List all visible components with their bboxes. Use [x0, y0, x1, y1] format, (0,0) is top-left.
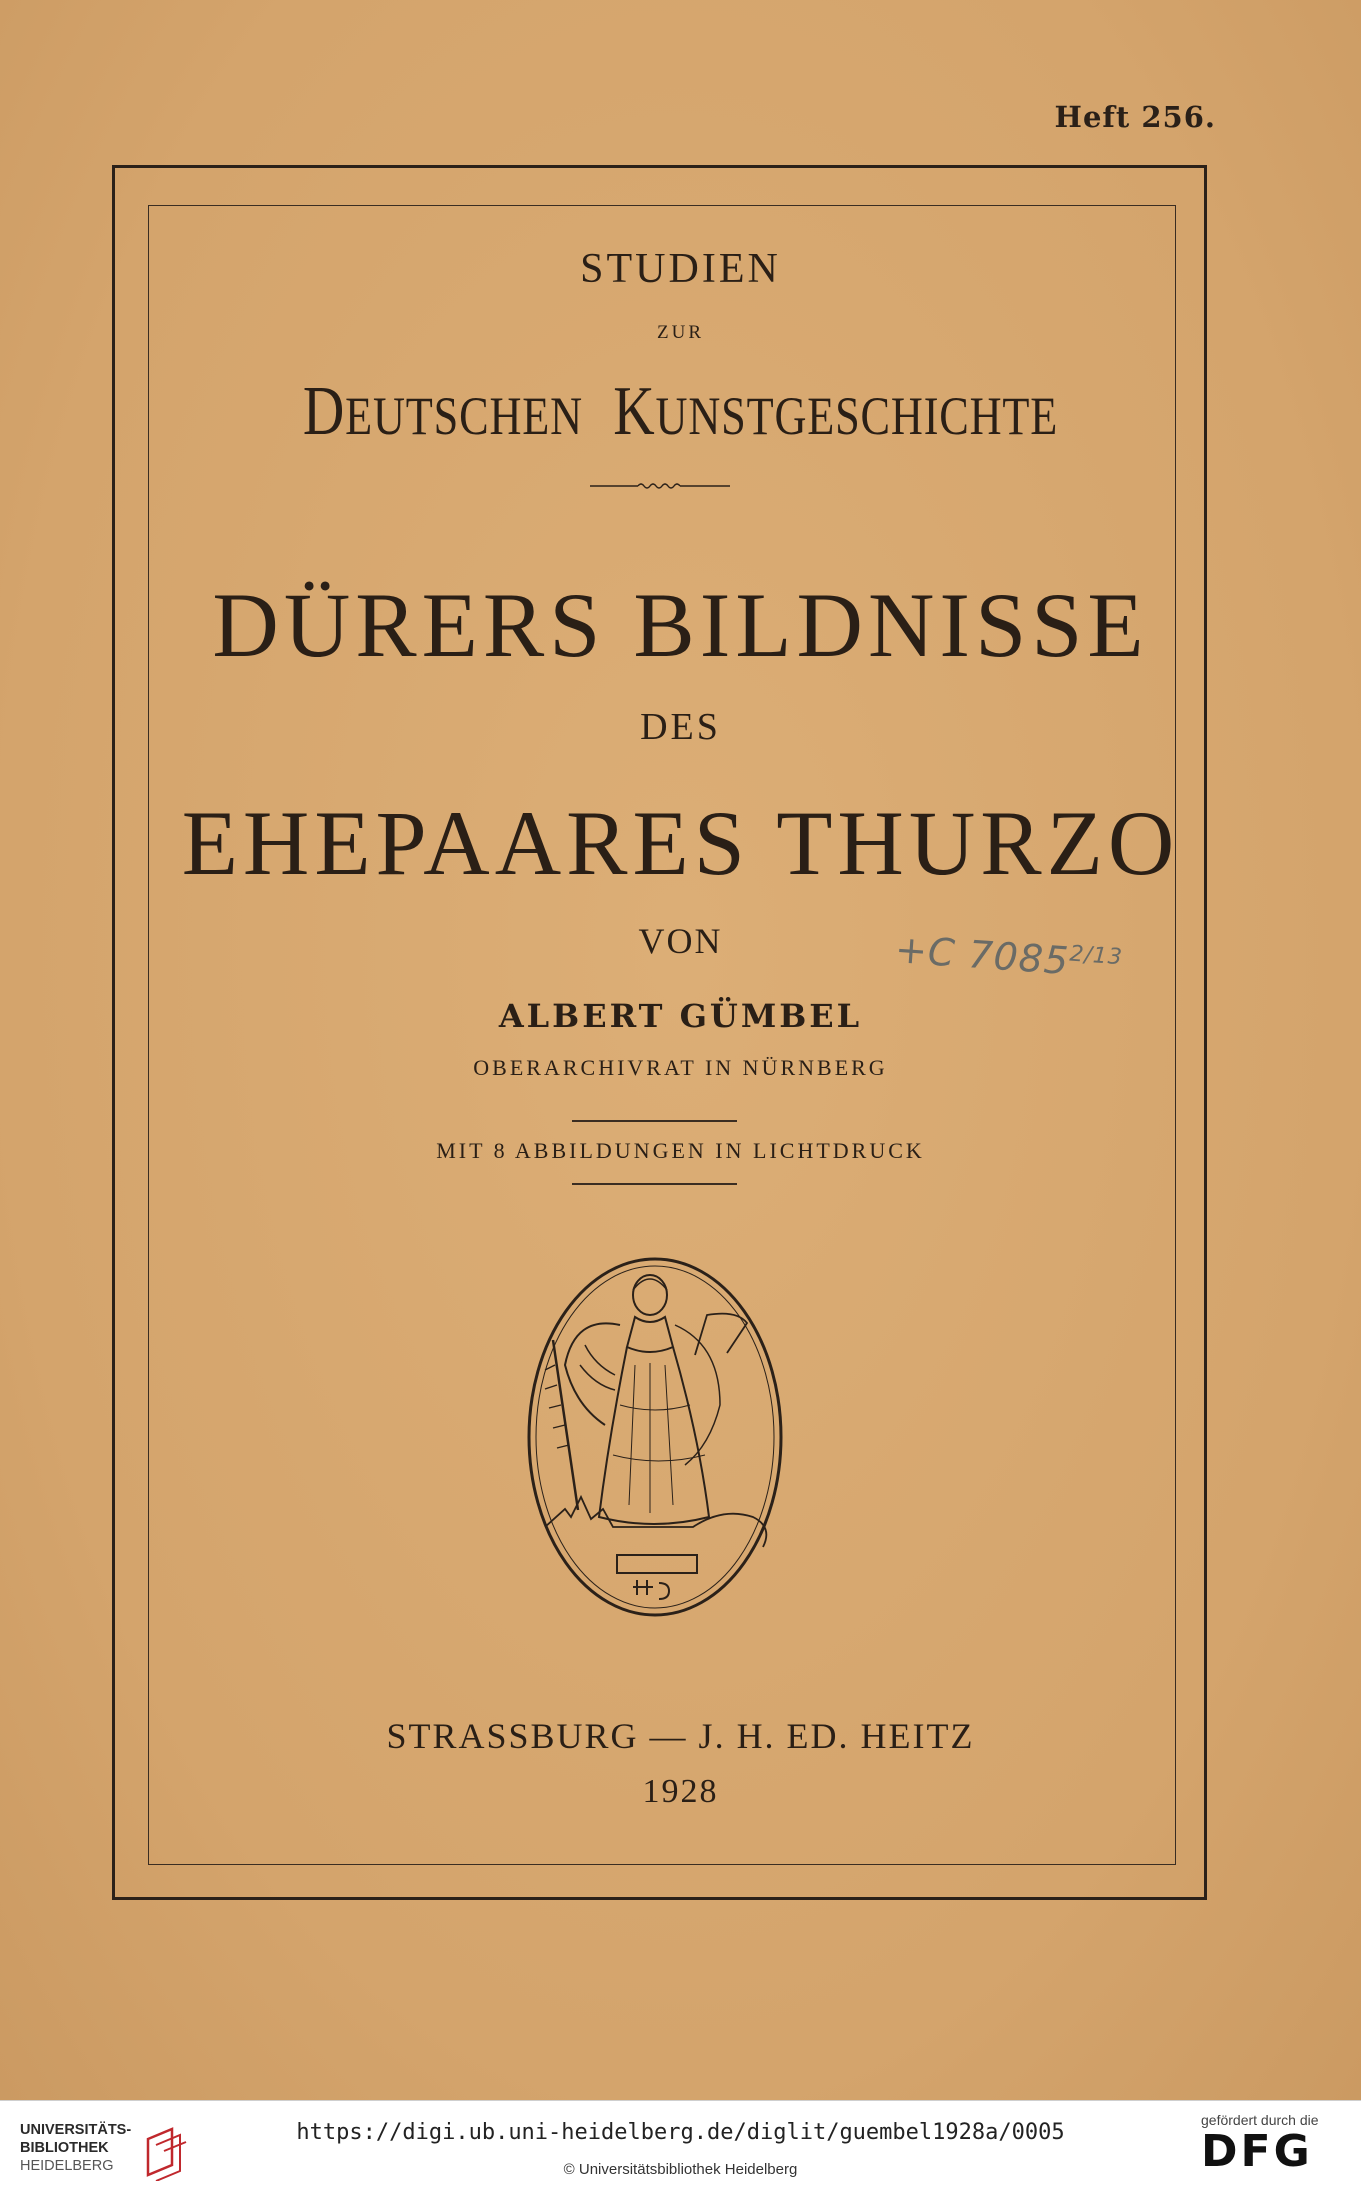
- series-title-zur: ZUR: [657, 322, 704, 343]
- issue-number: Heft 256.: [1054, 100, 1216, 134]
- ornament-divider: [590, 478, 730, 494]
- copyright-notice: © Universitätsbibliothek Heidelberg: [563, 2161, 798, 2178]
- book-title-line1: DÜRERS BILDNISSE: [212, 574, 1149, 676]
- series-word1-rest: EUTSCHEN: [345, 386, 583, 446]
- author-position: OBERARCHIVRAT IN NÜRNBERG: [473, 1055, 888, 1080]
- illustrations-note: MIT 8 ABBILDUNGEN IN LICHTDRUCK: [436, 1138, 925, 1163]
- book-title-line2: DES: [640, 706, 721, 748]
- library-name-line3: HEIDELBERG: [20, 2158, 114, 2174]
- book-title-line3: EHEPAARES THURZO: [181, 792, 1180, 894]
- by-label: VON: [638, 921, 723, 961]
- rule-bottom: [572, 1183, 737, 1185]
- dfg-logo: DFG: [1201, 2126, 1313, 2177]
- publisher-line: STRASSBURG — J. H. ED. HEITZ: [386, 1716, 975, 1756]
- publication-year: 1928: [642, 1773, 719, 1810]
- shelfmark-fraction: 2/13: [1068, 941, 1124, 971]
- funder-block[interactable]: [1201, 2112, 1341, 2176]
- permalink-url[interactable]: https://digi.ub.uni-heidelberg.de/diglit/guembel1928a/0005: [296, 2120, 1065, 2145]
- viewer-footer: [0, 2100, 1361, 2198]
- library-name-line2: BIBLIOTHEK: [20, 2140, 109, 2156]
- series-word2-initial: K: [613, 373, 656, 450]
- series-title-studien: STUDIEN: [580, 246, 781, 292]
- library-name-line1: UNIVERSITÄTS-: [20, 2122, 132, 2138]
- author-name: ALBERT GÜMBEL: [498, 997, 863, 1035]
- publisher-emblem: [525, 1255, 785, 1620]
- shelfmark-main: +C 7085: [893, 927, 1071, 984]
- series-title-main: [122, 372, 1238, 452]
- series-word2-rest: UNSTGESCHICHTE: [655, 386, 1059, 446]
- series-word1-initial: D: [302, 373, 346, 450]
- funding-note: gefördert durch die: [1201, 2112, 1319, 2128]
- rule-top: [572, 1120, 737, 1122]
